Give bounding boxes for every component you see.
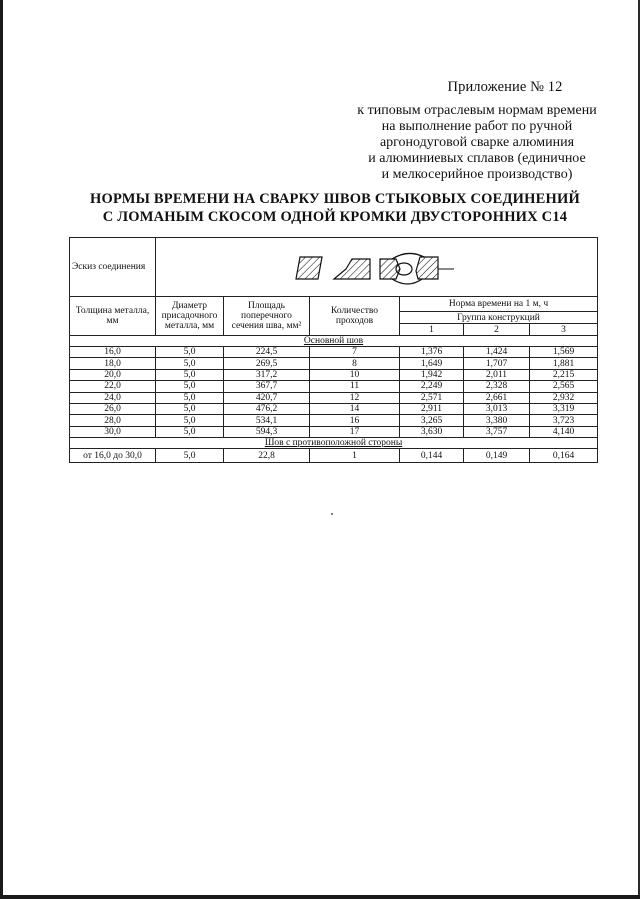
table-row [70,426,598,437]
section-back-label: Шов с противоположной стороны [70,438,598,449]
appendix-line: на выполнение работ по ручной [381,119,573,134]
cell-group-3: 2,565 [530,381,598,392]
cell-passes: 14 [310,403,400,414]
title-line-1: НОРМЫ ВРЕМЕНИ НА СВАРКУ ШВОВ СТЫКОВЫХ СОЕДИНЕНИЙ [90,191,580,207]
cell-passes: 10 [310,369,400,380]
cell-group-3: 2,932 [530,392,598,403]
cell-group-2: 3,380 [464,415,530,426]
appendix-line: и алюминиевых сплавов (единичное [368,151,586,166]
cell-group-2: 1,707 [464,358,530,369]
cell-area: 22,8 [224,449,310,463]
title-line-2: С ЛОМАНЫМ СКОСОМ ОДНОЙ КРОМКИ ДВУСТОРОННИХ С14 [102,208,568,225]
header-group-1: 1 [400,324,464,336]
cell-area: 269,5 [224,358,310,369]
header-passes: Количество проходов [310,297,400,336]
cell-group-3: 1,569 [530,347,598,358]
sketch-row [70,238,598,297]
header-group-3: 3 [530,324,598,336]
cell-area: 594,3 [224,426,310,437]
cell-diameter: 5,0 [156,369,224,380]
cell-group-1: 1,649 [400,358,464,369]
cell-diameter: 5,0 [156,347,224,358]
cell-group-2: 2,661 [464,392,530,403]
cell-passes: 16 [310,415,400,426]
cell-group-3: 3,723 [530,415,598,426]
cell-diameter: 5,0 [156,449,224,463]
cell-group-1: 3,265 [400,415,464,426]
cell-thickness: 16,0 [70,347,156,358]
cell-group-1: 3,630 [400,426,464,437]
cell-thickness: 18,0 [70,358,156,369]
scan-edge-left [0,0,3,899]
cell-passes: 7 [310,347,400,358]
appendix-line: и мелкосерийное производство) [381,167,573,182]
table-row [70,358,598,369]
cell-thickness: 24,0 [70,392,156,403]
cell-group-3: 3,319 [530,403,598,414]
cell-group-2: 2,328 [464,381,530,392]
header-diameter: Диаметр присадочного металла, мм [156,297,224,336]
cell-thickness: 26,0 [70,403,156,414]
cell-diameter: 5,0 [156,392,224,403]
cell-group-1: 2,249 [400,381,464,392]
cell-passes: 11 [310,381,400,392]
cell-group-2: 3,757 [464,426,530,437]
cell-thickness: 28,0 [70,415,156,426]
header-row [70,297,598,312]
cell-area: 476,2 [224,403,310,414]
table-row [70,381,598,392]
cell-area: 420,7 [224,392,310,403]
cell-passes: 17 [310,426,400,437]
cell-group-1: 2,571 [400,392,464,403]
scan-edge-bottom [0,895,640,899]
cell-group-1: 0,144 [400,449,464,463]
cell-group-1: 1,942 [400,369,464,380]
joint-sketch-icon [292,249,462,285]
table-row [70,347,598,358]
cell-thickness: 30,0 [70,426,156,437]
appendix-line: аргонодуговой сварке алюминия [379,135,575,150]
section-row [70,336,598,347]
cell-diameter: 5,0 [156,358,224,369]
cell-group-2: 1,424 [464,347,530,358]
cell-area: 534,1 [224,415,310,426]
section-row [70,438,598,449]
cell-diameter: 5,0 [156,426,224,437]
document-title [70,191,600,226]
cell-diameter: 5,0 [156,381,224,392]
cell-area: 317,2 [224,369,310,380]
cell-group-1: 2,911 [400,403,464,414]
header-group-2: 2 [464,324,530,336]
cell-passes: 1 [310,449,400,463]
header-group: Группа конструкций [400,312,598,324]
cell-group-3: 1,881 [530,358,598,369]
section-main-label: Основной шов [70,336,598,347]
cell-diameter: 5,0 [156,403,224,414]
cell-area: 367,7 [224,381,310,392]
header-area: Площадь поперечного сечения шва, мм² [224,297,310,336]
cell-group-2: 0,149 [464,449,530,463]
appendix-line: к типовым отраслевым нормам времени [357,103,597,118]
cell-passes: 12 [310,392,400,403]
table-row [70,415,598,426]
table-row [70,369,598,380]
appendix-description [352,103,602,183]
header-norm: Норма времени на 1 м, ч [400,297,598,312]
norms-table [69,237,598,463]
table-row [70,392,598,403]
cell-group-2: 3,013 [464,403,530,414]
cell-thickness: 22,0 [70,381,156,392]
cell-group-2: 2,011 [464,369,530,380]
cell-thickness: 20,0 [70,369,156,380]
cell-group-1: 1,376 [400,347,464,358]
table-row [70,403,598,414]
cell-thickness: от 16,0 до 30,0 [70,449,156,463]
cell-passes: 8 [310,358,400,369]
cell-group-3: 2,215 [530,369,598,380]
cell-group-3: 4,140 [530,426,598,437]
table-row [70,449,598,463]
cell-area: 224,5 [224,347,310,358]
cell-diameter: 5,0 [156,415,224,426]
cell-group-3: 0,164 [530,449,598,463]
header-thickness: Толщина металла, мм [70,297,156,336]
appendix-number: Приложение № 12 [447,79,563,95]
sketch-label: Эскиз соединения [70,238,156,297]
sketch-cell [156,238,598,297]
scan-speck [331,513,333,515]
